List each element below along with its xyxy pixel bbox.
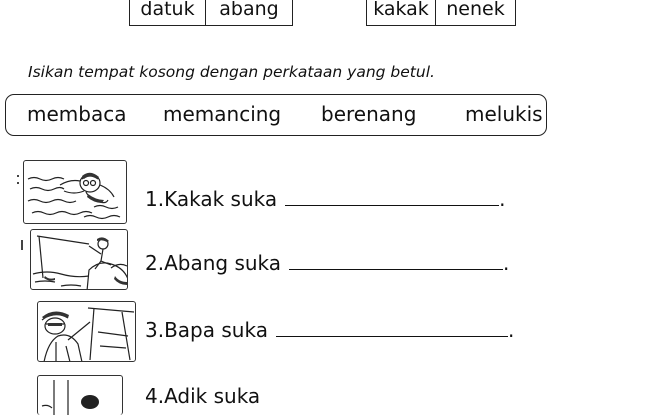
family-word-box-left (129, 0, 293, 28)
answer-blank[interactable] (276, 320, 508, 337)
reading-child-icon (37, 375, 123, 415)
word-cell: datuk (129, 0, 206, 26)
word-cell: abang (206, 0, 293, 26)
stray-mark (21, 240, 23, 250)
question-text: 4.Adik suka (145, 384, 261, 408)
question-1 (145, 187, 505, 211)
word-bank-item: berenang (321, 102, 417, 126)
painting-man-icon (37, 301, 136, 362)
word-cell: kakak (366, 0, 436, 26)
question-2 (145, 251, 509, 275)
word-bank (5, 94, 547, 136)
question-4 (145, 384, 260, 408)
question-text: 1.Kakak suka (145, 187, 278, 211)
instruction-text: Isikan tempat kosong dengan perkataan yang betul. (28, 63, 435, 81)
family-word-box-right (366, 0, 516, 28)
answer-blank[interactable] (289, 253, 503, 270)
stray-mark (17, 182, 19, 184)
word-bank-item: memancing (163, 102, 282, 126)
question-end: . (503, 251, 510, 275)
question-3 (145, 318, 514, 342)
word-cell: nenek (436, 0, 516, 26)
stray-mark (17, 175, 19, 177)
word-bank-item: melukis (465, 102, 543, 126)
question-end: . (507, 318, 515, 342)
question-text: 2.Abang suka (145, 251, 282, 275)
word-bank-item: membaca (27, 102, 127, 126)
fishing-boy-icon (30, 229, 128, 290)
swimming-girl-icon (23, 160, 127, 224)
question-text: 3.Bapa suka (145, 318, 268, 342)
answer-blank[interactable] (285, 189, 499, 206)
question-end: . (499, 187, 506, 211)
